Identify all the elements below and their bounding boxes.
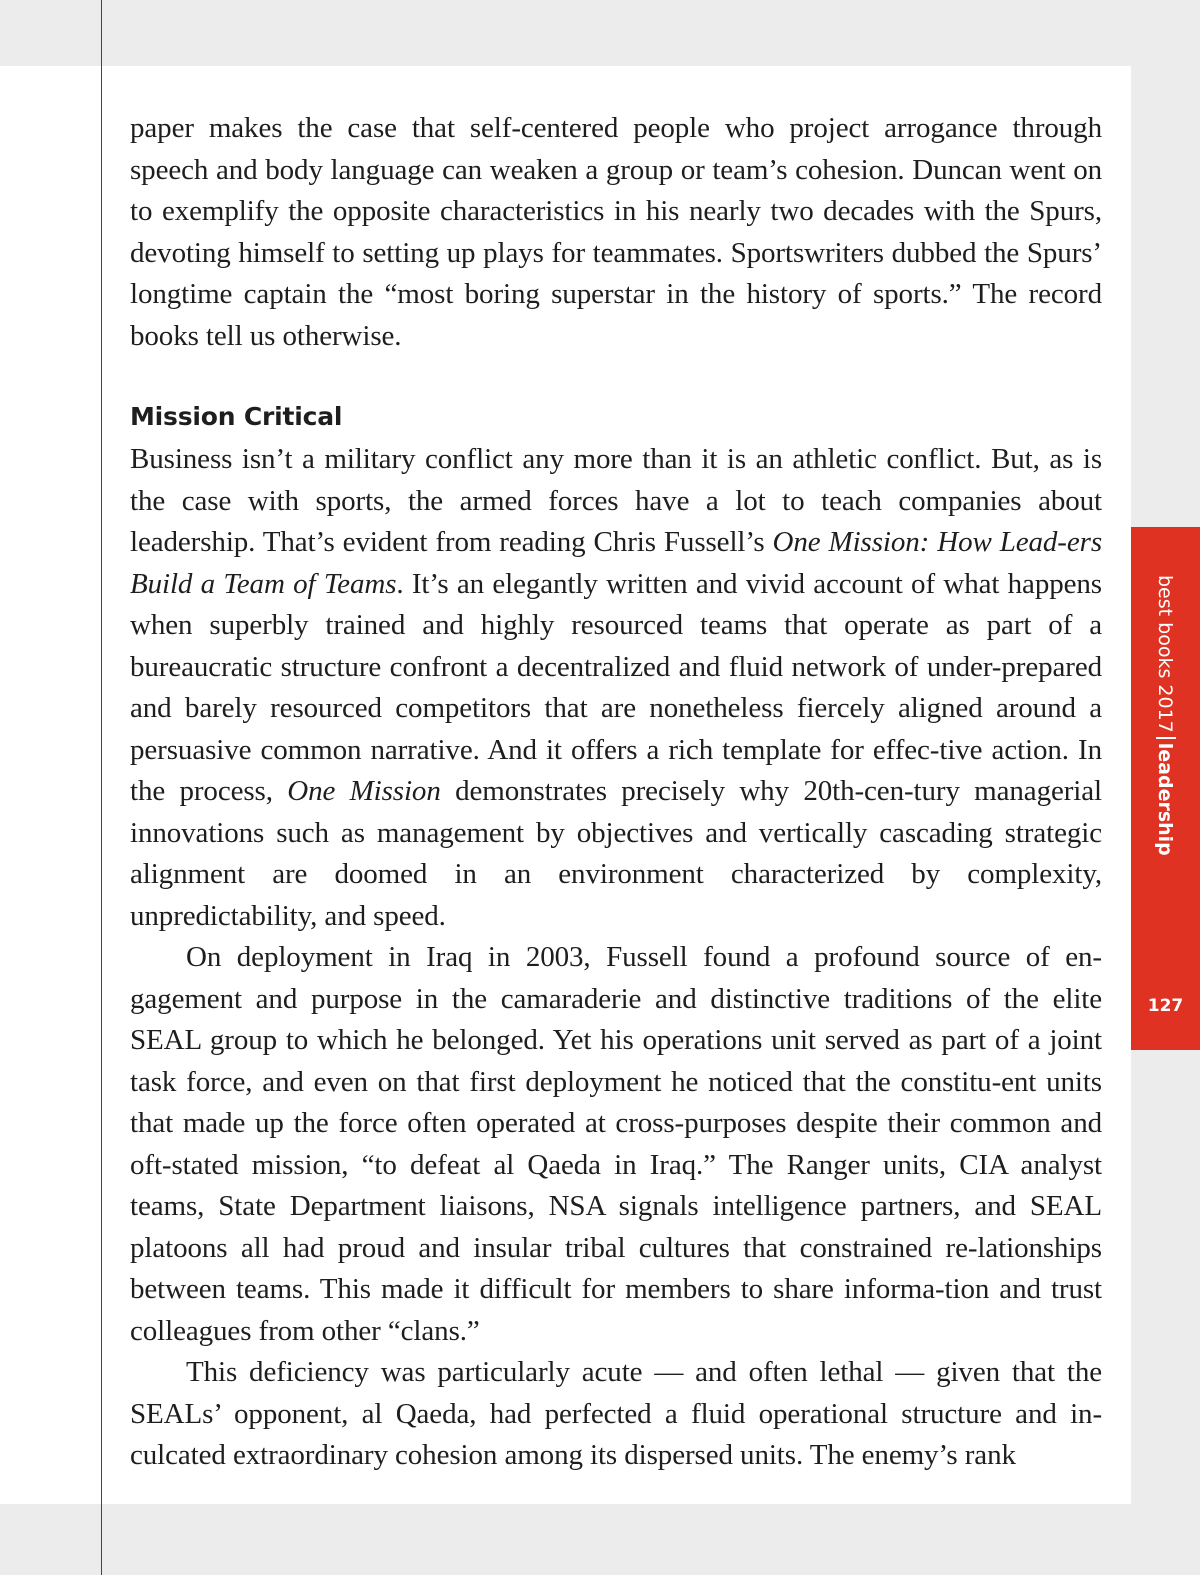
tab-category: leadership: [1154, 742, 1176, 856]
page-number: 127: [1147, 996, 1184, 1016]
binding-line: [101, 0, 102, 1575]
book-title-short: One Mission: [287, 775, 441, 807]
p1-text-b: . It’s an elegantly written and vivid account of what happens when superbly trained and highly resourced teams that operate as part of a bureaucratic structure confront a decentralized and fluid network of under-prepared and barely resourced competitors that are nonetheless fiercely aligned around a persuasive common narrative. And it offers a rich template for effec-tive action. In the process,: [130, 567, 1102, 807]
section-heading: Mission Critical: [130, 402, 343, 431]
chapter-tab: [1131, 527, 1200, 1050]
paragraph-section-1: [130, 439, 1102, 937]
tab-separator: [1156, 737, 1176, 739]
article-body: [130, 108, 1102, 1477]
p1-text-c: demonstrates precisely why 20th-cen-tury managerial innovations such as management by objectives and vertically cascading strategic alignment are doomed in an environment characterized by complexity, unpredictability, and speed.: [130, 775, 1102, 932]
book-title: One Mission: How Lead-ers Build a Team of Teams: [130, 526, 1103, 600]
tab-label: [1154, 575, 1176, 856]
tab-series: best books 2017: [1154, 575, 1176, 733]
paragraph-intro: paper makes the case that self-centered people who project arrogance through speech and body language can weaken a group or team’s cohesion. Duncan went on to exemplify the opposite characteristics in his nearly two decades with the Spurs, devoting himself to setting up plays for teammates. Sportswriters dubbed the Spurs’ longtime captain the “most boring superstar in the history of sports.” The record books tell us otherwise.: [130, 112, 1102, 352]
p1-text-a: Business isn’t a military conflict any more than it is an athletic conflict. But, as is the case with sports, the armed forces have a lot to teach companies about leadership. That’s evident from reading Chris Fussell’s: [130, 443, 1102, 558]
paragraph-section-2: On deployment in Iraq in 2003, Fussell found a profound source of en-gagement and purpose in the camaraderie and distinctive traditions of the elite SEAL group to which he belonged. Yet his operations unit served as part of a joint task force, and even on that first deployment he noticed that the constitu-ent units that made up the force often operated at cross-purposes despite their common and oft-stated mission, “to defeat al Qaeda in Iraq.” The Ranger units, CIA analyst teams, State Department liaisons, NSA signals intelligence partners, and SEAL platoons all had proud and insular tribal cultures that constrained re-lationships between teams. This made it difficult for members to share informa-tion and trust colleagues from other “clans.”: [130, 941, 1102, 1347]
paragraph-section-3: This deficiency was particularly acute — and often lethal — given that the SEALs’ opponent, al Qaeda, had perfected a fluid operational structure and in-culcated extraordinary cohesion among its dispersed units. The enemy’s rank: [130, 1356, 1102, 1471]
